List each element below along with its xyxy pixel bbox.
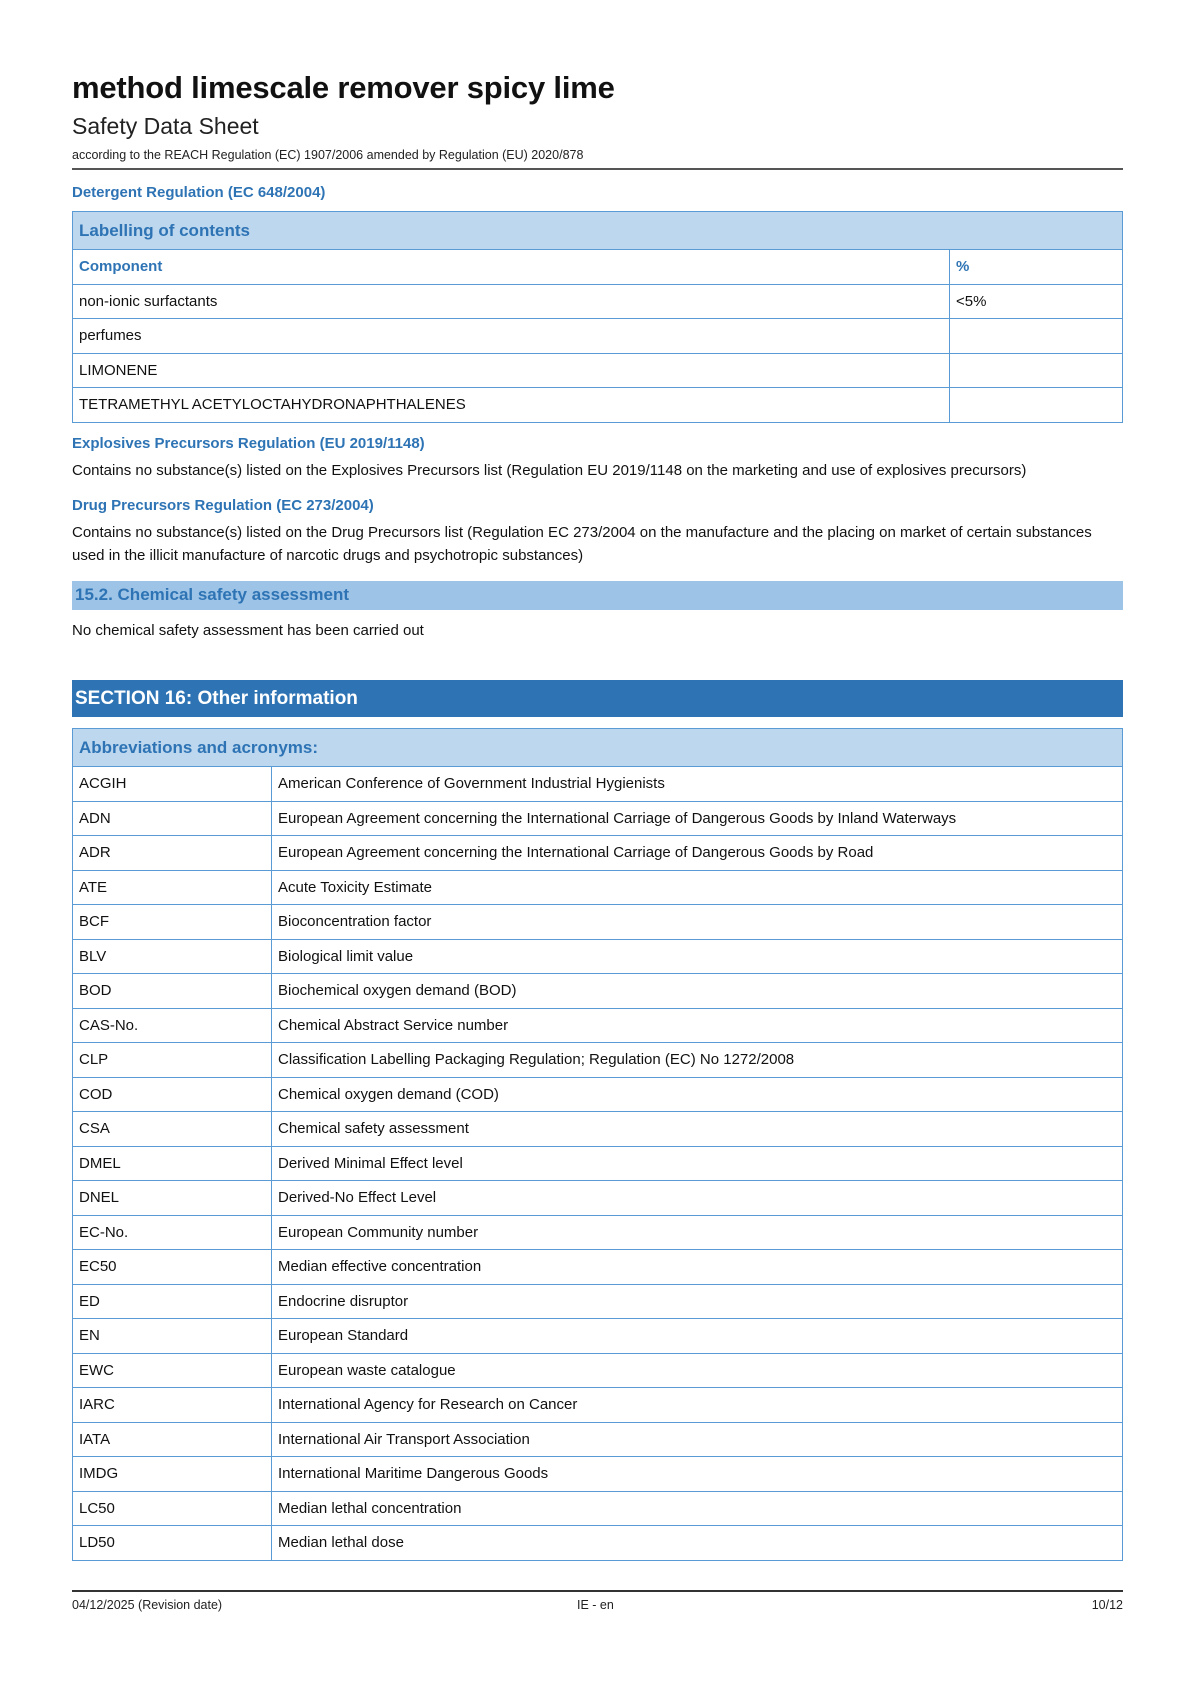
explosives-regulation-heading: Explosives Precursors Regulation (EU 2019/1148): [72, 435, 425, 452]
abbreviation: ACGIH: [73, 767, 272, 802]
table-row: [73, 1181, 1123, 1216]
abbreviation-meaning: International Maritime Dangerous Goods: [272, 1457, 1123, 1492]
abbreviation: LD50: [73, 1526, 272, 1561]
abbreviation-meaning: European Agreement concerning the International Carriage of Dangerous Goods by Road: [272, 836, 1123, 871]
table-row: [73, 939, 1123, 974]
document-subtitle: Safety Data Sheet: [72, 113, 259, 139]
abbreviation-meaning: International Air Transport Association: [272, 1422, 1123, 1457]
table-header-row: [73, 250, 1123, 285]
abbreviation: BOD: [73, 974, 272, 1009]
table-row: [73, 1319, 1123, 1354]
table-row: [73, 1422, 1123, 1457]
table-row: [73, 836, 1123, 871]
abbreviation-meaning: Median lethal dose: [272, 1526, 1123, 1561]
chemical-safety-assessment-band: [72, 581, 1123, 610]
abbreviation-meaning: Derived-No Effect Level: [272, 1181, 1123, 1216]
table-row: [73, 1250, 1123, 1285]
table-row: [73, 1284, 1123, 1319]
labelling-of-contents-table: [72, 211, 1123, 423]
table-row: [73, 284, 1123, 319]
table-row: [73, 1353, 1123, 1388]
component-percent: [950, 353, 1123, 388]
abbreviation-meaning: Biochemical oxygen demand (BOD): [272, 974, 1123, 1009]
table-row: [73, 1215, 1123, 1250]
abbreviation-meaning: Acute Toxicity Estimate: [272, 870, 1123, 905]
revision-date: 04/12/2025 (Revision date): [72, 1598, 223, 1612]
table-row: [73, 319, 1123, 354]
component-percent: [950, 388, 1123, 423]
component-name: LIMONENE: [73, 353, 950, 388]
section-16-heading: SECTION 16: Other information: [75, 688, 358, 709]
component-name: non-ionic surfactants: [73, 284, 950, 319]
chemical-safety-assessment-text: No chemical safety assessment has been carried out: [72, 622, 424, 639]
abbreviation: IMDG: [73, 1457, 272, 1492]
abbreviation: CSA: [73, 1112, 272, 1147]
abbreviation: IARC: [73, 1388, 272, 1423]
abbreviation: BCF: [73, 905, 272, 940]
table-row: [73, 1388, 1123, 1423]
page-number: 10/12: [1091, 1598, 1123, 1612]
abbreviation: COD: [73, 1077, 272, 1112]
abbreviation-meaning: European Community number: [272, 1215, 1123, 1250]
abbreviation: EC50: [73, 1250, 272, 1285]
chemical-safety-assessment-heading: 15.2. Chemical safety assessment: [75, 585, 350, 604]
abbreviation-meaning: Chemical Abstract Service number: [272, 1008, 1123, 1043]
abbreviation: BLV: [73, 939, 272, 974]
drug-precursors-heading: Drug Precursors Regulation (EC 273/2004): [72, 497, 374, 514]
regulation-line: according to the REACH Regulation (EC) 1907/2006 amended by Regulation (EU) 2020/878: [72, 148, 584, 162]
abbreviation-meaning: Median effective concentration: [272, 1250, 1123, 1285]
table-row: [73, 767, 1123, 802]
column-header-component: Component: [73, 250, 950, 285]
drug-precursors-text: Contains no substance(s) listed on the Drug Precursors list (Regulation EC 273/2004 on the manufacture and the placing on market of certain substances used in the illicit manufacture of narcotic drugs and psychotropic substances): [72, 524, 1092, 564]
abbreviation-meaning: Chemical oxygen demand (COD): [272, 1077, 1123, 1112]
abbreviation: CLP: [73, 1043, 272, 1078]
component-percent: <5%: [950, 284, 1123, 319]
table-row: [73, 1491, 1123, 1526]
explosives-regulation-text: Contains no substance(s) listed on the Explosives Precursors list (Regulation EU 2019/1148 on the marketing and use of explosives precursors): [72, 462, 1027, 479]
abbreviation-meaning: Chemical safety assessment: [272, 1112, 1123, 1147]
abbreviations-table: [72, 728, 1123, 1561]
table-row: [73, 1077, 1123, 1112]
table-row: [73, 1146, 1123, 1181]
abbreviation: ADN: [73, 801, 272, 836]
table-caption-row: [73, 729, 1123, 767]
table-caption-row: [73, 212, 1123, 250]
abbreviation-meaning: Bioconcentration factor: [272, 905, 1123, 940]
document-title: method limescale remover spicy lime: [72, 70, 615, 105]
abbreviation: EWC: [73, 1353, 272, 1388]
table-caption: Abbreviations and acronyms:: [73, 729, 1123, 767]
footer-divider: [72, 1590, 1123, 1592]
table-row: [73, 1112, 1123, 1147]
table-row: [73, 801, 1123, 836]
abbreviation: EN: [73, 1319, 272, 1354]
abbreviation-meaning: Classification Labelling Packaging Regulation; Regulation (EC) No 1272/2008: [272, 1043, 1123, 1078]
abbreviation: CAS-No.: [73, 1008, 272, 1043]
table-row: [73, 1457, 1123, 1492]
abbreviation-meaning: European Agreement concerning the International Carriage of Dangerous Goods by Inland Waterways: [272, 801, 1123, 836]
table-row: [73, 905, 1123, 940]
abbreviation: ADR: [73, 836, 272, 871]
abbreviation: DMEL: [73, 1146, 272, 1181]
component-percent: [950, 319, 1123, 354]
component-name: TETRAMETHYL ACETYLOCTAHYDRONAPHTHALENES: [73, 388, 950, 423]
table-row: [73, 388, 1123, 423]
abbreviation-meaning: Derived Minimal Effect level: [272, 1146, 1123, 1181]
header-divider: [72, 168, 1123, 170]
abbreviation-meaning: European waste catalogue: [272, 1353, 1123, 1388]
abbreviation: ATE: [73, 870, 272, 905]
column-header-percent: %: [950, 250, 1123, 285]
abbreviation-meaning: Biological limit value: [272, 939, 1123, 974]
component-name: perfumes: [73, 319, 950, 354]
detergent-regulation-heading: Detergent Regulation (EC 648/2004): [72, 184, 326, 201]
locale-code: IE - en: [577, 1598, 614, 1612]
table-row: [73, 1526, 1123, 1561]
table-row: [73, 1008, 1123, 1043]
abbreviation: DNEL: [73, 1181, 272, 1216]
abbreviation: ED: [73, 1284, 272, 1319]
abbreviation: EC-No.: [73, 1215, 272, 1250]
table-row: [73, 870, 1123, 905]
table-row: [73, 1043, 1123, 1078]
abbreviation: LC50: [73, 1491, 272, 1526]
section-16-band: [72, 680, 1123, 717]
abbreviation-meaning: Endocrine disruptor: [272, 1284, 1123, 1319]
table-caption: Labelling of contents: [73, 212, 1123, 250]
abbreviation: IATA: [73, 1422, 272, 1457]
abbreviation-meaning: European Standard: [272, 1319, 1123, 1354]
table-row: [73, 353, 1123, 388]
abbreviation-meaning: International Agency for Research on Cancer: [272, 1388, 1123, 1423]
table-row: [73, 974, 1123, 1009]
abbreviation-meaning: American Conference of Government Industrial Hygienists: [272, 767, 1123, 802]
abbreviation-meaning: Median lethal concentration: [272, 1491, 1123, 1526]
